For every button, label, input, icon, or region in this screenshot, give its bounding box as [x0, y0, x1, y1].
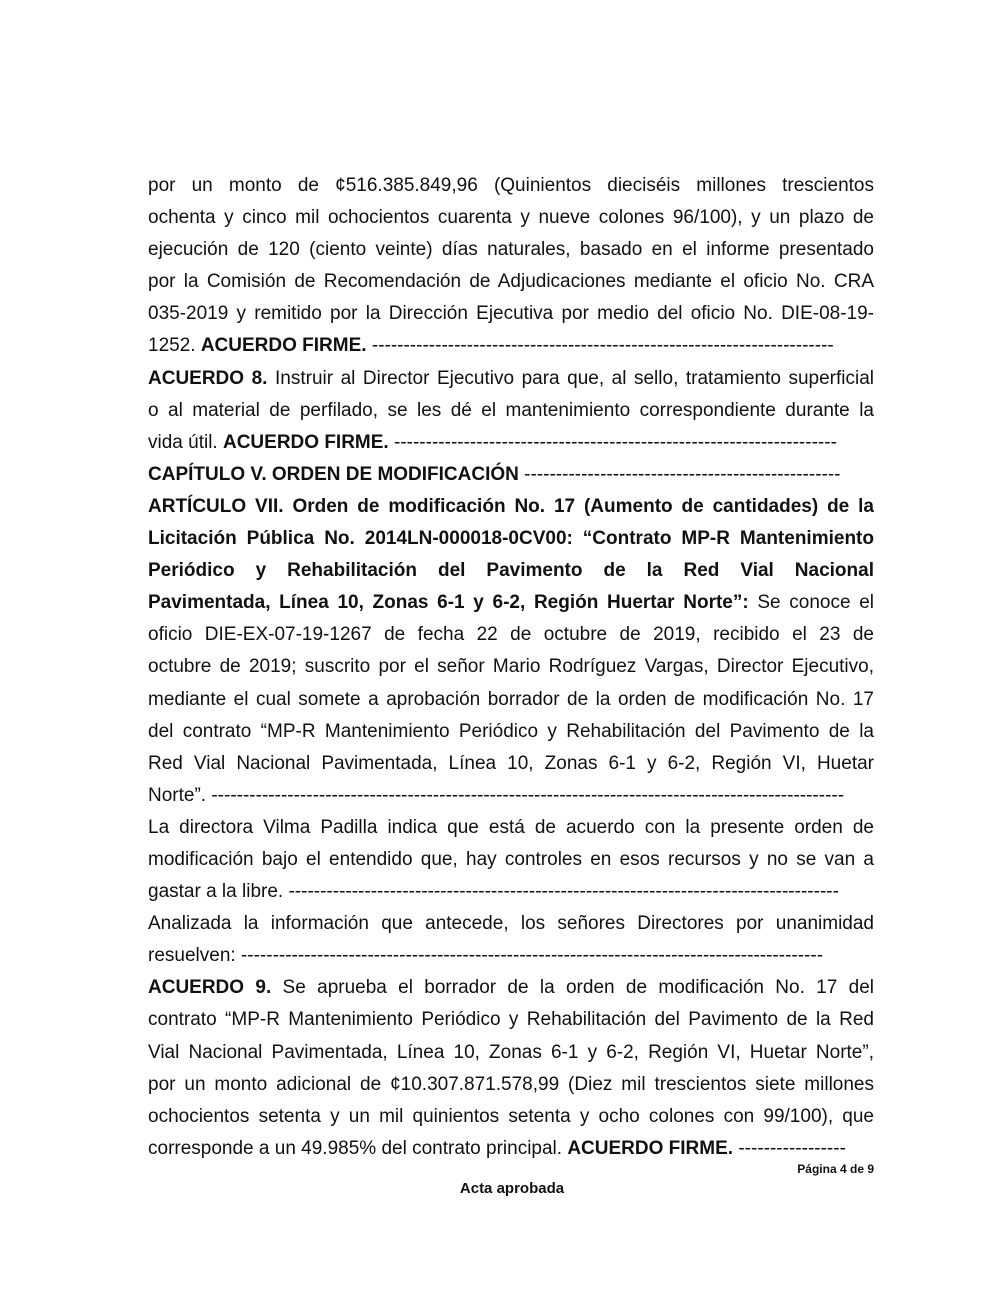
text-line — [148, 523, 874, 555]
text-run: modificación bajo el entendido que, hay controles en esos recursos y no se van a — [148, 848, 874, 870]
page-number: Página 4 de 9 — [797, 1162, 874, 1176]
text-run: Analizada la información que antecede, los señores Directores por unanimidad — [148, 913, 874, 935]
bold-text-run: ARTÍCULO VII. Orden de modificación No. 17 (Aumento de cantidades) de la — [148, 495, 874, 517]
text-run: ochenta y cinco mil ochocientos cuarenta y nueve colones 96/100), y un plazo de — [148, 207, 874, 229]
text-line — [148, 876, 874, 908]
bold-text-run: Periódico y Rehabilitación del Pavimento de la Red Vial Nacional — [148, 560, 874, 582]
text-line — [148, 170, 874, 202]
text-run: ---------------------------------------------------------------------- — [388, 431, 837, 453]
bold-text-run: Licitación Pública No. 2014LN-000018-0CV00: “Contrato MP-R Mantenimiento — [148, 528, 874, 550]
text-line — [148, 587, 874, 619]
bold-text-run: ACUERDO FIRME. — [200, 335, 367, 357]
text-line — [148, 298, 874, 330]
text-run: oficio DIE-EX-07-19-1267 de fecha 22 de octubre de 2019, recibido el 23 de — [148, 624, 874, 646]
text-run: Norte”. ---------------------------------------------------------------------------------------------------- — [148, 784, 845, 806]
text-run: 1252. — [148, 335, 201, 357]
text-line — [148, 1037, 874, 1069]
text-run: gastar a la libre. --------------------------------------------------------------------------------------- — [148, 881, 839, 903]
text-line — [148, 395, 874, 427]
text-line — [148, 619, 874, 651]
text-line — [148, 908, 874, 940]
text-line — [148, 459, 874, 491]
text-run: por un monto adicional de ¢10.307.871.578,99 (Diez mil trescientos siete millones — [148, 1073, 874, 1095]
text-line — [148, 427, 874, 459]
text-line — [148, 684, 874, 716]
bold-text-run: ACUERDO 8. — [148, 367, 268, 389]
text-line — [148, 330, 874, 362]
text-line — [148, 1004, 874, 1036]
text-run: ------------------------------------------------------------------------- — [366, 335, 834, 357]
text-line — [148, 1133, 874, 1165]
text-run: ejecución de 120 (ciento veinte) días naturales, basado en el informe presentado — [148, 239, 874, 261]
document-body — [148, 170, 874, 1165]
text-line — [148, 234, 874, 266]
bold-text-run: ACUERDO FIRME. — [222, 431, 389, 453]
text-run: del contrato “MP-R Mantenimiento Periódico y Rehabilitación del Pavimento de la — [148, 720, 874, 742]
text-line — [148, 555, 874, 587]
bold-text-run: CAPÍTULO V. ORDEN DE MODIFICACIÓN — [148, 463, 519, 485]
text-run: mediante el cual somete a aprobación borrador de la orden de modificación No. 17 — [148, 688, 874, 710]
text-run: Se aprueba el borrador de la orden de modificación No. 17 del — [271, 977, 874, 999]
text-line — [148, 202, 874, 234]
text-line — [148, 780, 874, 812]
text-run: -------------------------------------------------- — [518, 463, 841, 485]
text-line — [148, 940, 874, 972]
text-run: Vial Nacional Pavimentada, Línea 10, Zonas 6-1 y 6-2, Región VI, Huetar Norte”, — [148, 1041, 874, 1063]
text-run: ----------------- — [733, 1137, 846, 1159]
text-run: corresponde a un 49.985% del contrato principal. — [148, 1137, 568, 1159]
text-line — [148, 812, 874, 844]
text-run: octubre de 2019; suscrito por el señor Mario Rodríguez Vargas, Director Ejecutivo, — [148, 656, 874, 678]
text-run: por la Comisión de Recomendación de Adjudicaciones mediante el oficio No. CRA — [148, 271, 874, 293]
bold-text-run: ACUERDO 9. — [148, 977, 272, 999]
text-run: o al material de perfilado, se les dé el mantenimiento correspondiente durante la — [148, 399, 874, 421]
text-run: Red Vial Nacional Pavimentada, Línea 10, Zonas 6-1 y 6-2, Región VI, Huetar — [148, 752, 874, 774]
text-line — [148, 844, 874, 876]
text-line — [148, 1069, 874, 1101]
text-line — [148, 363, 874, 395]
approval-note: Acta aprobada — [459, 1180, 565, 1197]
text-line — [148, 266, 874, 298]
text-line — [148, 972, 874, 1004]
text-line — [148, 491, 874, 523]
text-line — [148, 716, 874, 748]
text-run: 035-2019 y remitido por la Dirección Ejecutiva por medio del oficio No. DIE-08-19- — [148, 303, 874, 325]
text-run: La directora Vilma Padilla indica que está de acuerdo con la presente orden de — [148, 816, 874, 838]
text-run: ochocientos setenta y un mil quinientos setenta y ocho colones con 99/100), que — [148, 1105, 874, 1127]
bold-text-run: ACUERDO FIRME. — [567, 1137, 734, 1159]
text-line — [148, 651, 874, 683]
text-run: contrato “MP-R Mantenimiento Periódico y Rehabilitación del Pavimento de la Red — [148, 1009, 874, 1031]
text-line — [148, 1101, 874, 1133]
text-run: Instruir al Director Ejecutivo para que, al sello, tratamiento superficial — [267, 367, 874, 389]
text-run: por un monto de ¢516.385.849,96 (Quinientos dieciséis millones trescientos — [148, 175, 874, 196]
text-run: resuelven: -------------------------------------------------------------------------------------------- — [148, 945, 824, 967]
text-line — [148, 748, 874, 780]
text-run: vida útil. — [148, 431, 223, 453]
bold-text-run: Pavimentada, Línea 10, Zonas 6-1 y 6-2, Región Huertar Norte”: — [148, 592, 749, 614]
text-run: Se conoce el — [748, 592, 874, 614]
